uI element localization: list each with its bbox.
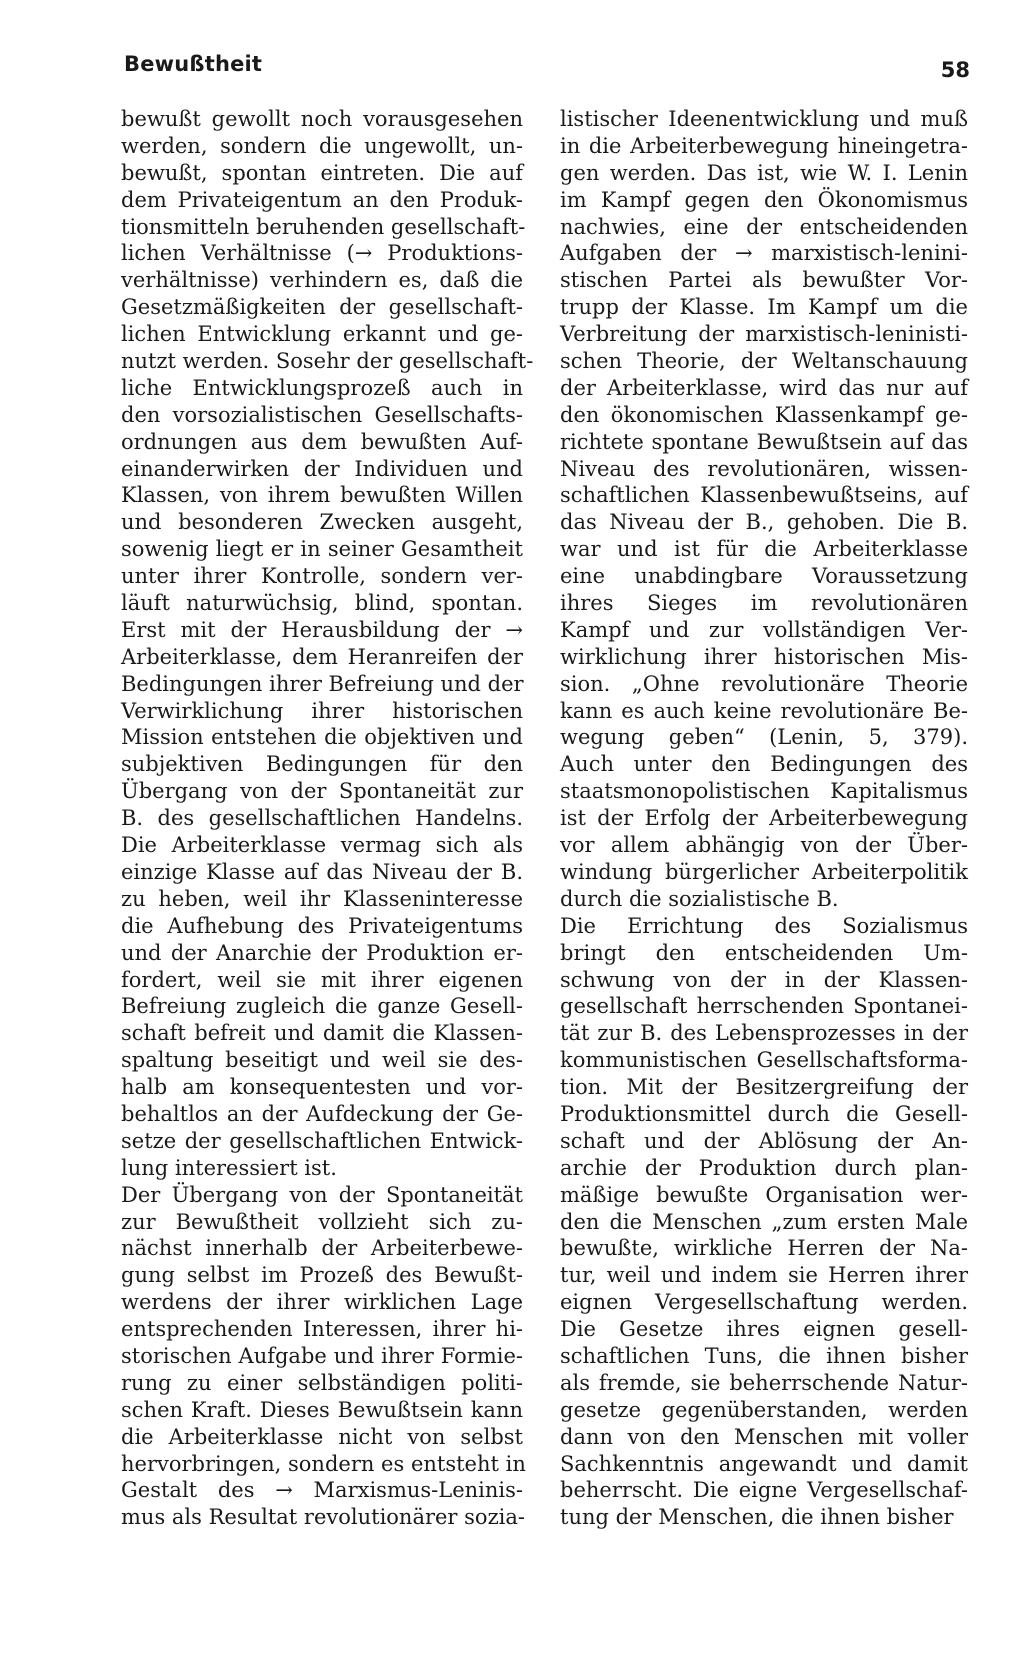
text-line: sowenig liegt er in seiner Gesamtheit (121, 537, 523, 562)
text-line: Der Übergang von der Spontaneität (121, 1182, 523, 1207)
text-line: nachwies, eine der entscheidenden (560, 214, 968, 239)
text-line: wegung geben“ (Lenin, 5, 379). (560, 725, 968, 750)
text-line: eine unabdingbare Voraussetzung (560, 564, 968, 589)
text-line: schen Kraft. Dieses Bewußtsein kann (121, 1397, 523, 1422)
text-line: schaft befreit und damit die Klassen- (121, 1021, 523, 1046)
text-line: den vorsozialistischen Gesellschafts- (121, 402, 523, 427)
text-line: das Niveau der B., gehoben. Die B. (560, 510, 968, 535)
text-line: behaltlos an der Aufdeckung der Ge- (121, 1101, 523, 1126)
text-line: der Arbeiterklasse, wird das nur auf (560, 375, 968, 400)
text-line: die Arbeiterklasse nicht von selbst (121, 1424, 523, 1449)
right-text-column (560, 106, 968, 1531)
text-line: ihres Sieges im revolutionären (560, 591, 968, 616)
text-line: Produktionsmittel durch die Gesell- (560, 1101, 968, 1126)
text-line: ordnungen aus dem bewußten Auf- (121, 429, 523, 454)
left-text-column (121, 106, 534, 1531)
text-line: liche Entwicklungsprozeß auch in (121, 375, 523, 400)
text-line: ist der Erfolg der Arbeiterbewegung (560, 806, 968, 831)
text-line: tur, weil und indem sie Herren ihrer (560, 1263, 968, 1288)
text-line: hervorbringen, sondern es entsteht in (121, 1451, 526, 1476)
text-line: mus als Resultat revolutionärer sozia- (121, 1505, 525, 1530)
text-line: rung zu einer selbständigen politi- (121, 1370, 523, 1395)
text-line: nächst innerhalb der Arbeiterbewe- (121, 1236, 523, 1261)
text-line: schaft und der Ablösung der An- (560, 1128, 968, 1153)
text-line: lichen Verhältnisse (→ Produktions- (121, 241, 523, 266)
text-line: gesellschaft herrschenden Spontanei- (560, 994, 968, 1019)
text-line: Aufgaben der → marxistisch-lenini- (560, 241, 968, 266)
text-line: Befreiung zugleich die ganze Gesell- (121, 994, 523, 1019)
text-line: kommunistischen Gesellschaftsforma- (560, 1048, 968, 1073)
text-line: dann von den Menschen mit voller (560, 1424, 968, 1449)
text-line: bewußte, wirkliche Herren der Na- (560, 1236, 968, 1261)
text-line: gesetze gegenüberstanden, werden (560, 1397, 968, 1422)
text-line: Gestalt des → Marxismus-Leninis- (121, 1478, 523, 1503)
text-line: Verwirklichung ihrer historischen (121, 698, 523, 723)
text-line: listischer Ideenentwicklung und muß (560, 107, 968, 131)
text-line: den ökonomischen Klassenkampf ge- (560, 402, 968, 427)
text-line: staatsmonopolistischen Kapitalismus (560, 779, 968, 804)
text-line: schaftlichen Tuns, die ihnen bisher (560, 1343, 968, 1368)
text-line: halb am konsequentesten und vor- (121, 1075, 523, 1100)
text-line: vor allem abhängig von der Über- (560, 833, 968, 858)
text-line: kann es auch keine revolutionäre Be- (560, 698, 968, 723)
text-line: schaftlichen Klassenbewußtseins, auf (560, 483, 968, 508)
text-line: lung interessiert ist. (121, 1155, 337, 1180)
text-line: wirklichung ihrer historischen Mis- (560, 644, 968, 669)
text-line: Die Errichtung des Sozialismus (560, 913, 968, 938)
text-line: Verbreitung der marxistisch-leninisti- (560, 322, 968, 347)
text-line: tion. Mit der Besitzergreifung der (560, 1075, 968, 1100)
text-line: Die Arbeiterklasse vermag sich als (121, 833, 523, 858)
text-line: war und ist für die Arbeiterklasse (560, 537, 968, 562)
text-line: stischen Partei als bewußter Vor- (560, 268, 968, 293)
page-number: 58 (940, 58, 970, 82)
text-line: durch die sozialistische B. (560, 886, 839, 911)
text-line: schen Theorie, der Weltanschauung (560, 349, 968, 374)
text-line: Kampf und zur vollständigen Ver- (560, 617, 968, 642)
text-line: Übergang von der Spontaneität zur (121, 779, 523, 804)
text-line: beherrscht. Die eigne Vergesellschaf- (560, 1478, 968, 1503)
text-line: und besonderen Zwecken ausgeht, (121, 510, 523, 535)
text-line: Bedingungen ihrer Befreiung und der (121, 671, 524, 696)
text-line: werdens der ihrer wirklichen Lage (121, 1290, 523, 1315)
text-line: fordert, weil sie mit ihrer eigenen (121, 967, 523, 992)
text-line: zur Bewußtheit vollzieht sich zu- (121, 1209, 523, 1234)
text-line: B. des gesellschaftlichen Handelns. (121, 806, 523, 831)
text-line: Niveau des revolutionären, wissen- (560, 456, 968, 481)
text-line: Erst mit der Herausbildung der → (121, 617, 523, 642)
text-line: die Aufhebung des Privateigentums (121, 913, 523, 938)
text-line: lichen Entwicklung erkannt und ge- (121, 322, 523, 347)
text-line: mäßige bewußte Organisation wer- (560, 1182, 968, 1207)
text-line: subjektiven Bedingungen für den (121, 752, 523, 777)
text-line: tät zur B. des Lebensprozesses in der (560, 1021, 968, 1046)
text-line: richtete spontane Bewußtsein auf das (560, 429, 968, 454)
text-line: gen werden. Das ist, wie W. I. Lenin (560, 160, 968, 185)
text-line: spaltung beseitigt und weil sie des- (121, 1048, 523, 1073)
text-line: bewußt, spontan eintreten. Die auf (121, 160, 523, 185)
text-line: Arbeiterklasse, dem Heranreifen der (121, 644, 523, 669)
text-line: verhältnisse) verhindern es, daß die (121, 268, 523, 293)
text-line: einanderwirken der Individuen und (121, 456, 523, 481)
text-line: eignen Vergesellschaftung werden. (560, 1290, 968, 1315)
text-line: archie der Produktion durch plan- (560, 1155, 968, 1180)
text-line: entsprechenden Interessen, ihrer hi- (121, 1317, 523, 1342)
text-line: in die Arbeiterbewegung hineingetra- (560, 133, 968, 158)
text-line: dem Privateigentum an den Produk- (121, 187, 523, 212)
text-line: schwung von der in der Klassen- (560, 967, 968, 992)
page-header (124, 52, 970, 92)
text-line: und der Anarchie der Produktion er- (121, 940, 523, 965)
text-line: trupp der Klasse. Im Kampf um die (560, 295, 968, 320)
text-line: setze der gesellschaftlichen Entwick- (121, 1128, 523, 1153)
text-line: sion. „Ohne revolutionäre Theorie (560, 671, 968, 696)
text-line: bewußt gewollt noch vorausgesehen (121, 107, 523, 131)
text-line: als fremde, sie beherrschende Natur- (560, 1370, 968, 1395)
text-line: unter ihrer Kontrolle, sondern ver- (121, 564, 523, 589)
text-line: werden, sondern die ungewollt, un- (121, 133, 523, 158)
text-line: Gesetzmäßigkeiten der gesellschaft- (121, 295, 523, 320)
text-line: läuft naturwüchsig, blind, spontan. (121, 591, 523, 616)
text-line: bringt den entscheidenden Um- (560, 940, 968, 965)
text-line: tionsmitteln beruhenden gesellschaft- (121, 214, 526, 239)
text-line: zu heben, weil ihr Klasseninteresse (121, 886, 523, 911)
running-head: Bewußtheit (124, 52, 263, 76)
text-line: storischen Aufgabe und ihrer Formie- (121, 1343, 523, 1368)
text-line: windung bürgerlicher Arbeiterpolitik (560, 859, 968, 884)
text-line: nutzt werden. Sosehr der gesellschaft- (121, 349, 534, 374)
text-line: einzige Klasse auf das Niveau der B. (121, 859, 523, 884)
text-line: im Kampf gegen den Ökonomismus (560, 187, 968, 212)
text-line: tung der Menschen, die ihnen bisher (560, 1505, 954, 1530)
text-line: Mission entstehen die objektiven und (121, 725, 523, 750)
text-line: Sachkenntnis angewandt und damit (560, 1451, 968, 1476)
text-line: gung selbst im Prozeß des Bewußt- (121, 1263, 523, 1288)
text-line: Klassen, von ihrem bewußten Willen (121, 483, 523, 508)
text-line: den die Menschen „zum ersten Male (560, 1209, 968, 1234)
text-line: Auch unter den Bedingungen des (560, 752, 968, 777)
text-line: Die Gesetze ihres eignen gesell- (560, 1317, 968, 1342)
